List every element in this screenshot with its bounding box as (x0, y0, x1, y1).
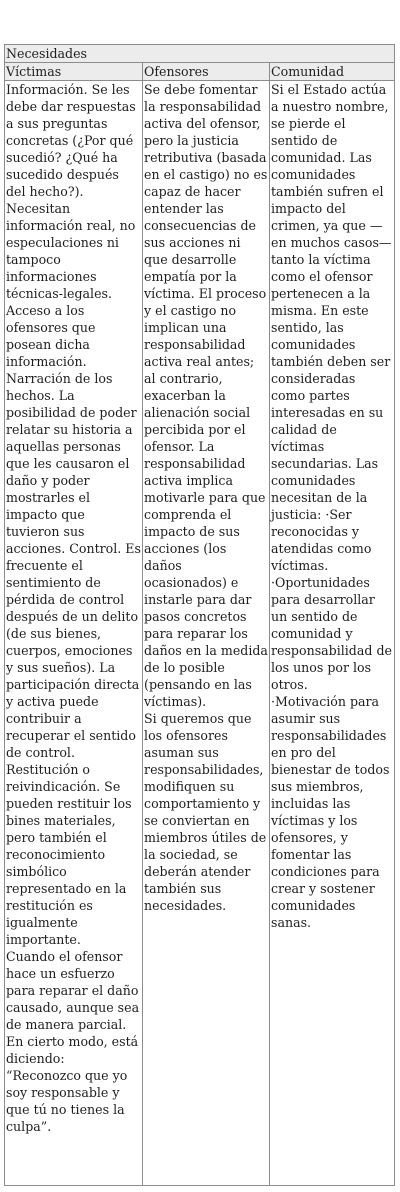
header-community: Comunidad (270, 63, 395, 81)
community-needs-text: Si el Estado actúa a nuestro nombre, se pierde el sentido de comunidad. Las comunidades también sufren el impacto del crimen, ya que —en muchos casos— tanto la víctima como el ofensor pertenecen a la misma. En este sentido, las comunidades también deben ser consideradas como partes interesadas en su calidad de víctimas secundarias. Las comunidades necesitan de la justicia: ·Ser reconocidas y atendidas como víctimas. ·Oportunidades para desarrollar un sentido de comunidad y responsabilidad de los unos por los otros. ·Motivación para asumir sus responsabilidades en pro del bienestar de todos sus miembros, incluidas las víctimas y los ofensores, y fomentar las condiciones para crear y sostener comunidades sanas. (271, 82, 392, 930)
community-needs-cell (270, 81, 395, 1186)
offenders-needs-text: Se debe fomentar la responsabilidad activa del ofensor, pero la justicia retributiva (basada en el castigo) no es capaz de hacer entender las consecuencias de sus acciones ni que desarrolle empatía por la víctima. El proceso y el castigo no implican una responsabilidad activa real antes; al contrario, exacerban la alienación social percibida por el ofensor. La responsabilidad activa implica motivarle para que comprenda el impacto de sus acciones (los daños ocasionados) e instarle para dar pasos concretos para reparar los daños en la medida de lo posible (pensando en las víctimas). Si queremos que los ofensores asuman sus responsabilidades, modifiquen su comportamiento y se conviertan en miembros útiles de la sociedad, se deberán atender también sus necesidades. (144, 82, 268, 913)
victims-needs-text: Información. Se les debe dar respuestas a sus preguntas concretas (¿Por qué sucedió? ¿Qué ha sucedido después del hecho?). Necesitan información real, no especulaciones ni tampoco informaciones técnicas-legales. Acceso a los ofensores que posean dicha información. Narración de los hechos. La posibilidad de poder relatar su historia a aquellas personas que les causaron el daño y poder mostrarles el impacto que tuvieron sus acciones. Control. Es frecuente el sentimiento de pérdida de control después de un delito (de sus bienes, cuerpos, emociones y sus sueños). La participación directa y activa puede contribuir a recuperar el sentido de control. Restitución o reivindicación. Se pueden restituir los bines materiales, pero también el reconocimiento simbólico representado en la restitución es igualmente importante. Cuando el ofensor hace un esfuerzo para reparar el daño causado, aunque sea de manera parcial. En cierto modo, está diciendo: “Reconozco que yo soy responsable y que tú no tienes la culpa”. (6, 82, 141, 1134)
needs-table (4, 44, 395, 1186)
header-offenders: Ofensores (143, 63, 270, 81)
offenders-needs-cell (143, 81, 270, 1186)
table-title-row (5, 45, 395, 63)
table-title: Necesidades (5, 45, 395, 63)
victims-needs-cell (5, 81, 143, 1186)
table-row (5, 81, 395, 1186)
header-victims: Víctimas (5, 63, 143, 81)
table-header-row (5, 63, 395, 81)
